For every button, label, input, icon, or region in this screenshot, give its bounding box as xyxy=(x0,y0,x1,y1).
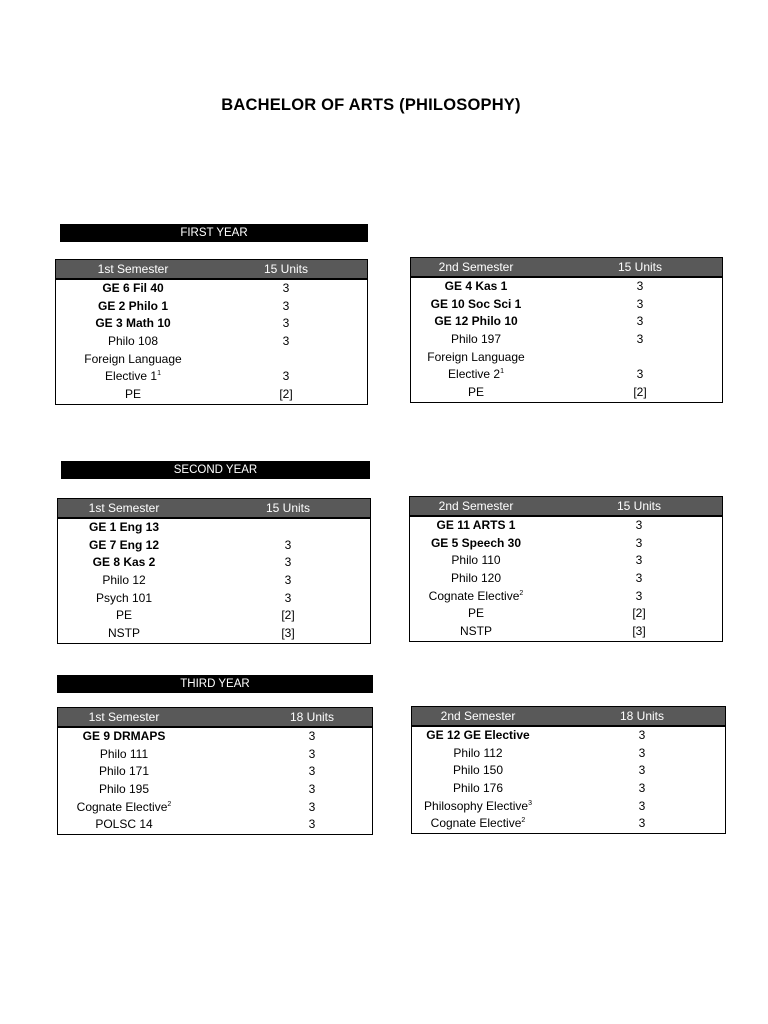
course-name-text: Foreign Language xyxy=(427,349,525,364)
year-heading-second: SECOND YEAR xyxy=(61,461,370,479)
course-units: 3 xyxy=(636,332,644,347)
course-row xyxy=(410,605,722,623)
course-units: 3 xyxy=(308,817,316,832)
footnote-marker: 1 xyxy=(157,370,161,378)
course-row xyxy=(56,315,367,333)
semester-name: 2nd Semester xyxy=(438,499,514,513)
course-name-text: Elective 2 xyxy=(448,367,501,382)
course-units: 3 xyxy=(635,588,643,603)
course-name xyxy=(396,331,556,349)
course-name xyxy=(396,296,556,314)
course-name xyxy=(44,728,204,746)
course-name xyxy=(53,386,213,404)
course-units: 3 xyxy=(636,314,644,329)
footnote-marker: 2 xyxy=(167,800,172,808)
course-row xyxy=(412,745,725,763)
course-name-text: Psych 101 xyxy=(95,590,153,605)
semester-header xyxy=(58,499,370,519)
semester-header xyxy=(56,260,367,280)
course-name xyxy=(396,313,556,331)
course-name-text: Philo 197 xyxy=(450,332,502,347)
course-units: 3 xyxy=(308,746,316,761)
course-name-text: Philo 120 xyxy=(450,571,502,586)
course-row xyxy=(411,384,722,402)
course-name-text: Philo 171 xyxy=(98,764,150,779)
course-name-text: POLSC 14 xyxy=(95,817,153,832)
course-name xyxy=(398,780,558,798)
course-units: 3 xyxy=(638,763,646,778)
course-units: 3 xyxy=(635,518,643,532)
course-name xyxy=(396,623,556,641)
course-units: 3 xyxy=(636,296,644,311)
semester-name: 2nd Semester xyxy=(438,260,514,274)
course-row xyxy=(410,623,722,641)
course-row xyxy=(58,519,370,537)
course-name xyxy=(44,537,204,555)
course-name-text: GE 6 Fil 40 xyxy=(102,281,164,295)
course-row xyxy=(410,570,722,588)
course-row xyxy=(58,816,372,834)
table-second-year-2nd-semester xyxy=(409,496,723,642)
course-units: 3 xyxy=(638,798,646,813)
course-row xyxy=(56,280,367,298)
course-name-text: Philo 150 xyxy=(452,763,504,778)
semester-name: 1st Semester xyxy=(97,262,169,276)
course-name xyxy=(396,349,556,367)
course-name-text: Foreign Language xyxy=(84,351,182,366)
course-name-text: GE 5 Speech 30 xyxy=(430,535,522,550)
course-name xyxy=(398,762,558,780)
course-name-text: GE 8 Kas 2 xyxy=(92,555,156,570)
course-units: [2] xyxy=(281,608,295,623)
course-name xyxy=(44,607,204,625)
course-name-text: GE 9 DRMAPS xyxy=(82,729,166,743)
course-name xyxy=(53,368,213,386)
course-row xyxy=(412,780,725,798)
table-first-year-1st-semester xyxy=(55,259,368,405)
course-units: [3] xyxy=(281,626,295,641)
course-row xyxy=(410,588,722,606)
course-name xyxy=(44,519,204,537)
semester-units: 15 Units xyxy=(263,262,309,276)
course-units: 3 xyxy=(638,781,646,796)
course-name-text: GE 12 GE Elective xyxy=(426,728,530,742)
course-row xyxy=(410,535,722,553)
semester-name: 1st Semester xyxy=(88,710,160,724)
course-units: 3 xyxy=(284,590,292,605)
course-name xyxy=(398,727,558,745)
course-units: [3] xyxy=(632,624,646,639)
course-row xyxy=(56,298,367,316)
course-name-text: Philosophy Elective xyxy=(424,798,529,813)
course-name xyxy=(396,535,556,553)
course-row xyxy=(58,781,372,799)
course-name-text: Elective 1 xyxy=(105,369,158,384)
course-row xyxy=(411,278,722,296)
course-name xyxy=(396,278,556,296)
course-name-text: GE 10 Soc Sci 1 xyxy=(430,296,522,311)
course-row xyxy=(58,590,370,608)
course-name xyxy=(53,298,213,316)
course-name xyxy=(396,384,556,402)
course-name-text: GE 12 Philo 10 xyxy=(434,314,518,329)
table-first-year-2nd-semester xyxy=(410,257,723,403)
course-name-text: Philo 108 xyxy=(107,334,159,349)
course-name-text: Philo 111 xyxy=(99,746,149,761)
course-units: 3 xyxy=(638,728,646,742)
course-name xyxy=(44,763,204,781)
course-units: 3 xyxy=(636,279,644,293)
course-name-text: Philo 112 xyxy=(453,745,503,760)
course-units: 3 xyxy=(282,369,290,384)
course-row xyxy=(58,537,370,555)
course-row xyxy=(412,815,725,833)
course-units: 3 xyxy=(282,298,290,313)
course-name xyxy=(53,333,213,351)
course-name xyxy=(44,781,204,799)
footnote-marker: 1 xyxy=(500,368,504,376)
course-row xyxy=(56,333,367,351)
year-heading-third: THIRD YEAR xyxy=(57,675,373,693)
course-row xyxy=(58,763,372,781)
course-name xyxy=(44,799,204,817)
course-name-text: GE 2 Philo 1 xyxy=(97,298,169,313)
semester-header xyxy=(412,707,725,727)
course-row xyxy=(58,728,372,746)
course-units: 3 xyxy=(308,782,316,797)
course-row xyxy=(58,799,372,817)
course-row xyxy=(56,368,367,386)
course-row xyxy=(58,746,372,764)
course-row xyxy=(411,366,722,384)
course-name-text: Cognate Elective xyxy=(430,816,522,831)
course-units: 3 xyxy=(282,281,290,295)
course-name-text: Cognate Elective xyxy=(428,588,520,603)
semester-name: 2nd Semester xyxy=(440,709,516,723)
semester-units: 18 Units xyxy=(619,709,665,723)
course-name-text: GE 4 Kas 1 xyxy=(444,279,508,293)
course-row xyxy=(412,762,725,780)
course-units: 3 xyxy=(284,537,292,552)
course-name xyxy=(396,570,556,588)
course-units: 3 xyxy=(284,573,292,588)
course-name-text: PE xyxy=(115,608,132,623)
course-row xyxy=(58,607,370,625)
course-units: 3 xyxy=(284,555,292,570)
course-row xyxy=(410,517,722,535)
course-row xyxy=(56,351,367,369)
semester-header xyxy=(58,708,372,728)
semester-header xyxy=(411,258,722,278)
course-units: 3 xyxy=(308,729,316,743)
semester-units: 15 Units xyxy=(617,260,663,274)
course-row xyxy=(56,386,367,404)
course-row xyxy=(411,313,722,331)
footnote-marker: 2 xyxy=(519,589,524,597)
course-units: [2] xyxy=(279,387,293,402)
course-name xyxy=(53,280,213,298)
semester-units: 15 Units xyxy=(265,501,311,515)
page-title: BACHELOR OF ARTS (PHILOSOPHY) xyxy=(221,96,521,114)
course-row xyxy=(58,625,370,643)
course-name-text: Philo 12 xyxy=(102,573,146,588)
course-name xyxy=(396,366,556,384)
semester-units: 18 Units xyxy=(289,710,335,724)
course-name xyxy=(44,746,204,764)
course-name xyxy=(44,572,204,590)
course-row xyxy=(410,552,722,570)
course-name xyxy=(398,815,558,833)
course-row xyxy=(411,349,722,367)
course-name xyxy=(44,590,204,608)
course-row xyxy=(58,554,370,572)
course-name xyxy=(396,588,556,606)
course-units: 3 xyxy=(635,571,643,586)
course-units: [2] xyxy=(632,606,646,621)
course-units: 3 xyxy=(636,367,644,382)
table-third-year-1st-semester xyxy=(57,707,373,835)
course-name xyxy=(44,816,204,834)
semester-name: 1st Semester xyxy=(88,501,160,515)
course-units: [2] xyxy=(633,385,647,400)
course-name xyxy=(44,554,204,572)
course-name-text: NSTP xyxy=(107,626,140,641)
course-name-text: NSTP xyxy=(459,624,492,639)
course-name-text: GE 11 ARTS 1 xyxy=(436,518,516,532)
course-units: 3 xyxy=(638,816,646,831)
footnote-marker: 3 xyxy=(528,799,532,807)
course-name xyxy=(44,625,204,643)
course-row xyxy=(412,798,725,816)
course-name-text: GE 7 Eng 12 xyxy=(88,537,160,552)
semester-units: 15 Units xyxy=(616,499,662,513)
course-name xyxy=(396,552,556,570)
course-units: 3 xyxy=(282,334,290,349)
course-row xyxy=(411,296,722,314)
course-name xyxy=(53,351,213,369)
course-name xyxy=(398,745,558,763)
course-name-text: Philo 176 xyxy=(452,781,504,796)
table-third-year-2nd-semester xyxy=(411,706,726,834)
table-second-year-1st-semester xyxy=(57,498,371,644)
course-units: 3 xyxy=(308,799,316,814)
year-heading-first: FIRST YEAR xyxy=(60,224,368,242)
course-name-text: GE 3 Math 10 xyxy=(95,316,171,331)
semester-header xyxy=(410,497,722,517)
course-name-text: Cognate Elective xyxy=(76,799,168,814)
course-units: 3 xyxy=(308,764,316,779)
course-name xyxy=(396,605,556,623)
course-name xyxy=(398,798,558,816)
course-name-text: PE xyxy=(467,385,484,400)
course-units: 3 xyxy=(635,535,643,550)
course-row xyxy=(411,331,722,349)
course-name-text: PE xyxy=(124,387,141,402)
course-name-text: GE 1 Eng 13 xyxy=(88,520,160,534)
course-name xyxy=(53,315,213,333)
course-row xyxy=(412,727,725,745)
course-units: 3 xyxy=(635,553,643,568)
course-name xyxy=(396,517,556,535)
course-name-text: Philo 195 xyxy=(98,782,150,797)
course-units: 3 xyxy=(282,316,290,331)
course-row xyxy=(58,572,370,590)
course-units: 3 xyxy=(638,745,646,760)
course-name-text: PE xyxy=(467,606,484,621)
footnote-marker: 2 xyxy=(521,817,526,825)
course-name-text: Philo 110 xyxy=(451,553,501,568)
